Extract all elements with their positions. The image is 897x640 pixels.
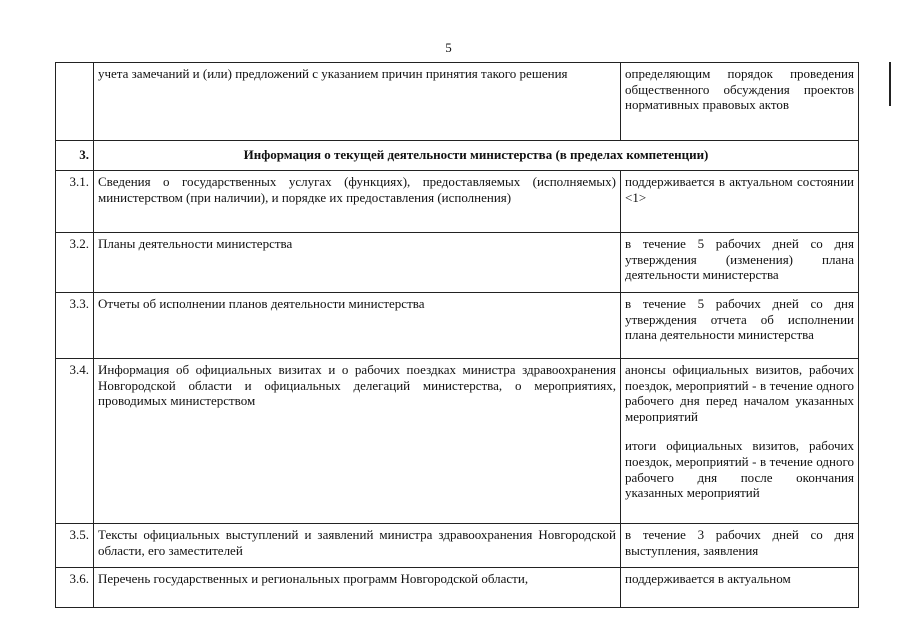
table-row — [56, 359, 859, 524]
section-title: Информация о текущей деятельности министерства (в пределах компетенции) — [94, 141, 859, 171]
table-row — [56, 293, 859, 359]
row-term — [621, 359, 859, 524]
table-row — [56, 171, 859, 233]
row-description: Планы деятельности министерства — [94, 233, 621, 293]
row-description: Сведения о государственных услугах (функциях), предоставляемых (исполняемых) министерством (при наличии), и порядке их предоставления (исполнения) — [94, 171, 621, 233]
table-row — [56, 233, 859, 293]
page-number: 5 — [445, 40, 452, 55]
row-description: учета замечаний и (или) предложений с указанием причин принятия такого решения — [94, 63, 621, 141]
row-number: 3.1. — [56, 171, 94, 233]
row-description: Перечень государственных и региональных программ Новгородской области, — [94, 568, 621, 608]
row-number — [56, 63, 94, 141]
row-number: 3.2. — [56, 233, 94, 293]
row-term: поддерживается в актуальном состоянии <1> — [621, 171, 859, 233]
margin-mark — [889, 62, 891, 106]
row-description: Отчеты об исполнении планов деятельности министерства — [94, 293, 621, 359]
row-term: в течение 5 рабочих дней со дня утверждения отчета об исполнении плана деятельности министерства — [621, 293, 859, 359]
row-term: поддерживается в актуальном — [621, 568, 859, 608]
table-row — [56, 63, 859, 141]
row-number: 3.3. — [56, 293, 94, 359]
row-number: 3.6. — [56, 568, 94, 608]
row-description: Тексты официальных выступлений и заявлений министра здравоохранения Новгородской области, его заместителей — [94, 524, 621, 568]
row-term: в течение 3 рабочих дней со дня выступления, заявления — [621, 524, 859, 568]
term-results: итоги официальных визитов, рабочих поездок, мероприятий - в течение одного рабочего дня после окончания указанных мероприятий — [625, 438, 854, 501]
disclosure-table — [55, 62, 859, 608]
row-term: в течение 5 рабочих дней со дня утверждения (изменения) плана деятельности министерства — [621, 233, 859, 293]
term-announcement: анонсы официальных визитов, рабочих поездок, мероприятий - в течение одного рабочего дня перед началом указанных мероприятий — [625, 362, 854, 424]
section-header-row — [56, 141, 859, 171]
row-term: определяющим порядок проведения общественного обсуждения проектов нормативных правовых актов — [621, 63, 859, 141]
row-number: 3.5. — [56, 524, 94, 568]
row-number: 3.4. — [56, 359, 94, 524]
section-number: 3. — [56, 141, 94, 171]
row-description: Информация об официальных визитах и о рабочих поездках министра здравоохранения Новгородской области и официальных делегаций министерства, о мероприятиях, проводимых министерством — [94, 359, 621, 524]
table-row — [56, 524, 859, 568]
table-row — [56, 568, 859, 608]
